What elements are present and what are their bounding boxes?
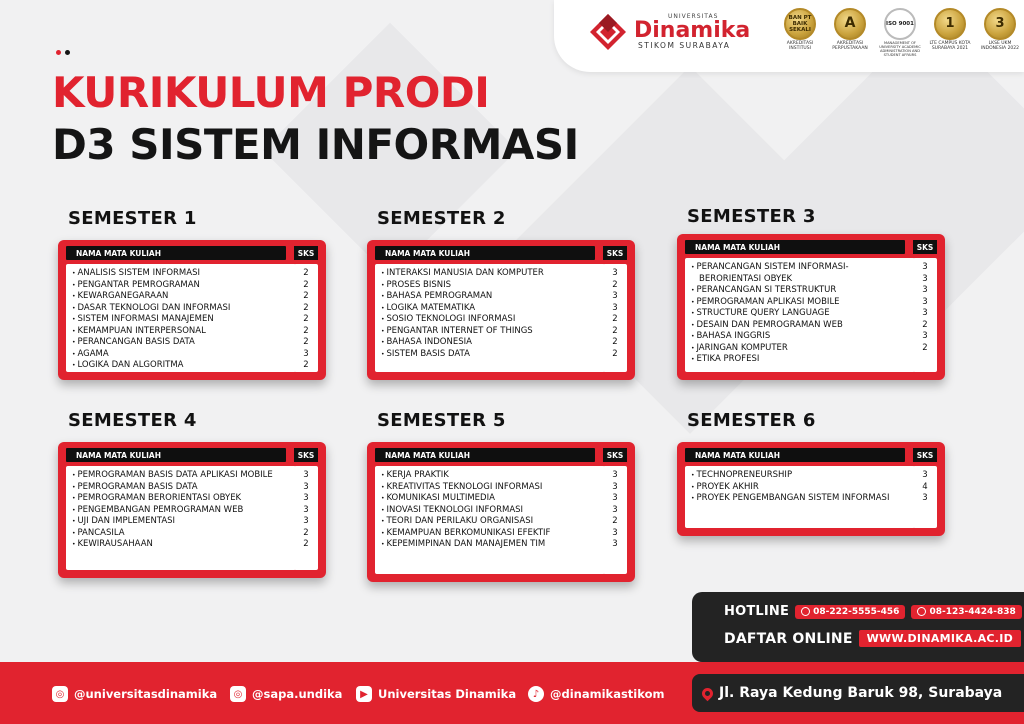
whatsapp-icon <box>801 607 810 616</box>
badge-caption: LKSE UKM INDONESIA 2022 <box>980 41 1020 51</box>
phone-2-text: 08-123-4424-838 <box>929 606 1016 617</box>
course-name: • BAHASA INGGRIS <box>691 331 915 343</box>
semester-title: SEMESTER 2 <box>377 208 506 229</box>
semester-card <box>367 442 635 582</box>
course-name: • PENGANTAR INTERNET OF THINGS <box>381 326 605 338</box>
semester-title: SEMESTER 1 <box>68 208 197 229</box>
course-sks: 2 <box>303 291 309 301</box>
course-sks: 3 <box>612 539 618 549</box>
course-name: • KEWIRAUSAHAAN <box>72 539 296 551</box>
medal-icon: A <box>834 8 866 40</box>
instagram-link-1[interactable] <box>52 686 217 702</box>
course-name: • PROYEK PENGEMBANGAN SISTEM INFORMASI <box>691 493 915 505</box>
course-sks: 2 <box>303 268 309 278</box>
address-text: Jl. Raya Kedung Baruk 98, Surabaya <box>719 685 1003 701</box>
course-sks: 2 <box>303 279 309 290</box>
instagram-icon: ◎ <box>52 686 68 702</box>
course-sks: 3 <box>922 493 928 503</box>
medal-icon: ISO 9001 <box>884 8 916 40</box>
course-name: • UJI DAN IMPLEMENTASI <box>72 516 296 528</box>
course-sks: 3 <box>303 481 309 492</box>
instagram-1-handle: @universitasdinamika <box>74 687 218 701</box>
course-sks: 3 <box>922 296 928 307</box>
semester-card <box>58 240 326 380</box>
sks-column-header: SKS <box>913 240 937 254</box>
youtube-link[interactable] <box>356 686 516 702</box>
course-sks: 3 <box>612 481 618 492</box>
course-name: • JARINGAN KOMPUTER <box>691 343 915 355</box>
course-column-header: NAMA MATA KULIAH <box>66 246 286 260</box>
website-link[interactable]: WWW.DINAMIKA.AC.ID <box>859 630 1021 647</box>
course-sks: 2 <box>303 539 309 549</box>
course-sks: 3 <box>922 273 928 284</box>
course-list <box>66 466 296 570</box>
decorative-dots <box>56 50 70 55</box>
instagram-icon: ◎ <box>230 686 246 702</box>
course-name: • KREATIVITAS TEKNOLOGI INFORMASI <box>381 482 605 494</box>
course-sks: 2 <box>922 319 928 330</box>
semester-card <box>677 234 945 380</box>
hotline-label: HOTLINE <box>724 604 790 619</box>
course-sks: 3 <box>612 527 618 538</box>
course-sks: 3 <box>612 470 618 480</box>
sks-list <box>294 264 318 372</box>
medal-icon: BAN PT BAIK SEKALI <box>784 8 816 40</box>
tiktok-handle: @dinamikastikom <box>550 687 665 701</box>
course-sks: 3 <box>612 291 618 301</box>
course-name: • BAHASA INDONESIA <box>381 337 605 349</box>
course-sks: 3 <box>922 308 928 318</box>
sks-list <box>913 466 937 528</box>
course-list <box>66 264 296 372</box>
course-name: • PERANCANGAN SI TERSTRUKTUR <box>691 285 915 297</box>
sks-list <box>603 264 627 372</box>
course-sks: 3 <box>922 262 928 272</box>
course-name: • KEPEMIMPINAN DAN MANAJEMEN TIM <box>381 539 605 551</box>
course-sks: 2 <box>922 342 928 353</box>
badge-caption: AKREDITASI INSTITUSI <box>786 41 814 51</box>
semester-card <box>677 442 945 536</box>
semester-title: SEMESTER 6 <box>687 410 816 431</box>
course-name: • AGAMA <box>72 349 296 361</box>
daftar-row <box>724 630 1021 647</box>
sks-list <box>294 466 318 570</box>
phone-2-link[interactable] <box>911 605 1021 619</box>
course-name: • PERANCANGAN BASIS DATA <box>72 337 296 349</box>
course-sks: 3 <box>612 302 618 313</box>
course-sks: 2 <box>612 337 618 347</box>
course-name: • LOGIKA DAN ALGORITMA <box>72 360 296 372</box>
page-title-line2: D3 SISTEM INFORMASI <box>52 120 579 169</box>
course-sks: 3 <box>303 504 309 515</box>
course-name: • KERJA PRAKTIK <box>381 470 605 482</box>
course-sks: 2 <box>303 325 309 336</box>
hotline-row <box>724 604 1022 619</box>
course-column-header: NAMA MATA KULIAH <box>375 246 595 260</box>
course-sks: 3 <box>303 470 309 480</box>
course-name: • PEMROGRAMAN BASIS DATA <box>72 482 296 494</box>
course-sks: 2 <box>612 325 618 336</box>
course-name: • PEMROGRAMAN APLIKASI MOBILE <box>691 297 915 309</box>
course-sks: 3 <box>612 493 618 503</box>
course-sks: 2 <box>303 302 309 313</box>
course-name: • PEMROGRAMAN BASIS DATA APLIKASI MOBILE <box>72 470 296 482</box>
course-name: • PROYEK AKHIR <box>691 482 915 494</box>
tiktok-link[interactable] <box>528 686 664 702</box>
daftar-label: DAFTAR ONLINE <box>724 630 853 647</box>
phone-1-link[interactable] <box>795 605 905 619</box>
course-name: • TEORI DAN PERILAKU ORGANISASI <box>381 516 605 528</box>
accreditation-badge <box>878 8 922 58</box>
course-name: • DASAR TEKNOLOGI DAN INFORMASI <box>72 303 296 315</box>
course-sks: 2 <box>303 527 309 538</box>
course-sks: 2 <box>612 279 618 290</box>
sks-column-header: SKS <box>294 448 318 462</box>
course-name: • SOSIO TEKNOLOGI INFORMASI <box>381 314 605 326</box>
course-column-header: NAMA MATA KULIAH <box>375 448 595 462</box>
course-sks: 3 <box>922 331 928 341</box>
course-list <box>685 466 915 528</box>
course-sks: 2 <box>303 337 309 347</box>
course-name: BERORIENTASI OBYEK <box>699 273 793 284</box>
course-name: • PERANCANGAN SISTEM INFORMASI- <box>691 262 915 274</box>
contact-panel <box>692 592 1024 662</box>
university-logo <box>588 12 750 52</box>
course-name: • SISTEM BASIS DATA <box>381 349 605 361</box>
phone-1-text: 08-222-5555-456 <box>813 606 900 617</box>
course-name: • KEMAMPUAN INTERPERSONAL <box>72 326 296 338</box>
course-name: • PENGANTAR PEMROGRAMAN <box>72 280 296 292</box>
medal-icon: 1 <box>934 8 966 40</box>
course-column-header: NAMA MATA KULIAH <box>685 448 905 462</box>
sks-column-header: SKS <box>294 246 318 260</box>
course-list <box>375 466 605 574</box>
course-name: • STRUCTURE QUERY LANGUAGE <box>691 308 915 320</box>
sks-list <box>603 466 627 574</box>
semester-title: SEMESTER 4 <box>68 410 197 431</box>
course-sks: 2 <box>303 360 309 370</box>
tiktok-icon: ♪ <box>528 686 544 702</box>
semester-card <box>58 442 326 578</box>
course-sks: 2 <box>612 314 618 324</box>
course-sks: 4 <box>922 481 928 492</box>
whatsapp-icon <box>917 607 926 616</box>
semester-card <box>367 240 635 380</box>
course-column-header: NAMA MATA KULIAH <box>66 448 286 462</box>
course-sks: 3 <box>303 493 309 503</box>
course-sks: 3 <box>922 285 928 295</box>
page-title-line1: KURIKULUM PRODI <box>52 68 490 117</box>
course-list <box>685 258 915 372</box>
accreditation-badge <box>928 8 972 58</box>
badge-caption: LTE CAMPUS KOTA SURABAYA 2021 <box>929 41 971 51</box>
badge-caption: MANAGEMENT OF UNIVERSITY ACADEMIC ADMINISTRATION AND STUDENT AFFAIRS <box>879 41 921 57</box>
accreditation-badges <box>778 8 1022 58</box>
course-name: • PANCASILA <box>72 528 296 540</box>
dinamika-logo-icon <box>588 12 628 52</box>
course-name: • INTERAKSI MANUSIA DAN KOMPUTER <box>381 268 605 280</box>
sks-list <box>913 258 937 372</box>
course-name: • KOMUNIKASI MULTIMEDIA <box>381 493 605 505</box>
course-name: • PEMROGRAMAN BERORIENTASI OBYEK <box>72 493 296 505</box>
course-list <box>375 264 605 372</box>
course-column-header: NAMA MATA KULIAH <box>685 240 905 254</box>
course-sks: 3 <box>303 516 309 526</box>
logo-subtitle: STIKOM SURABAYA <box>638 41 731 51</box>
medal-icon: 3 <box>984 8 1016 40</box>
instagram-2-handle: @sapa.undika <box>252 687 343 701</box>
badge-caption: AKREDITASI PERPUSTAKAAN <box>832 41 868 51</box>
course-sks: 3 <box>922 470 928 480</box>
semester-title: SEMESTER 5 <box>377 410 506 431</box>
accreditation-badge <box>778 8 822 58</box>
course-sks: 2 <box>303 314 309 324</box>
location-pin-icon <box>700 685 716 701</box>
sks-column-header: SKS <box>603 246 627 260</box>
youtube-icon: ▶ <box>356 686 372 702</box>
course-sks: 3 <box>612 504 618 515</box>
accreditation-badge <box>978 8 1022 58</box>
course-name: • INOVASI TEKNOLOGI INFORMASI <box>381 505 605 517</box>
course-sks: 2 <box>612 348 618 359</box>
course-name: • TECHNOPRENEURSHIP <box>691 470 915 482</box>
course-name: • KEWARGANEGARAAN <box>72 291 296 303</box>
logo-name: Dinamika <box>634 18 751 44</box>
course-name: • PENGEMBANGAN PEMROGRAMAN WEB <box>72 505 296 517</box>
course-name: • ETIKA PROFESI <box>691 354 915 366</box>
address-box <box>692 674 1024 712</box>
course-sks: 2 <box>612 516 618 526</box>
course-name: • LOGIKA MATEMATIKA <box>381 303 605 315</box>
logo-university-word: UNIVERSITAS <box>668 13 719 21</box>
course-name: • KEMAMPUAN BERKOMUNIKASI EFEKTIF <box>381 528 605 540</box>
course-name: • PROSES BISNIS <box>381 280 605 292</box>
sks-column-header: SKS <box>603 448 627 462</box>
course-name: • DESAIN DAN PEMROGRAMAN WEB <box>691 320 915 332</box>
course-name: • BAHASA PEMROGRAMAN <box>381 291 605 303</box>
accreditation-badge <box>828 8 872 58</box>
youtube-channel: Universitas Dinamika <box>378 687 517 701</box>
course-name: • ANALISIS SISTEM INFORMASI <box>72 268 296 280</box>
course-sks: 3 <box>612 268 618 278</box>
semester-title: SEMESTER 3 <box>687 206 816 227</box>
sks-column-header: SKS <box>913 448 937 462</box>
instagram-link-2[interactable] <box>230 686 342 702</box>
course-name: • SISTEM INFORMASI MANAJEMEN <box>72 314 296 326</box>
course-sks: 3 <box>303 348 309 359</box>
